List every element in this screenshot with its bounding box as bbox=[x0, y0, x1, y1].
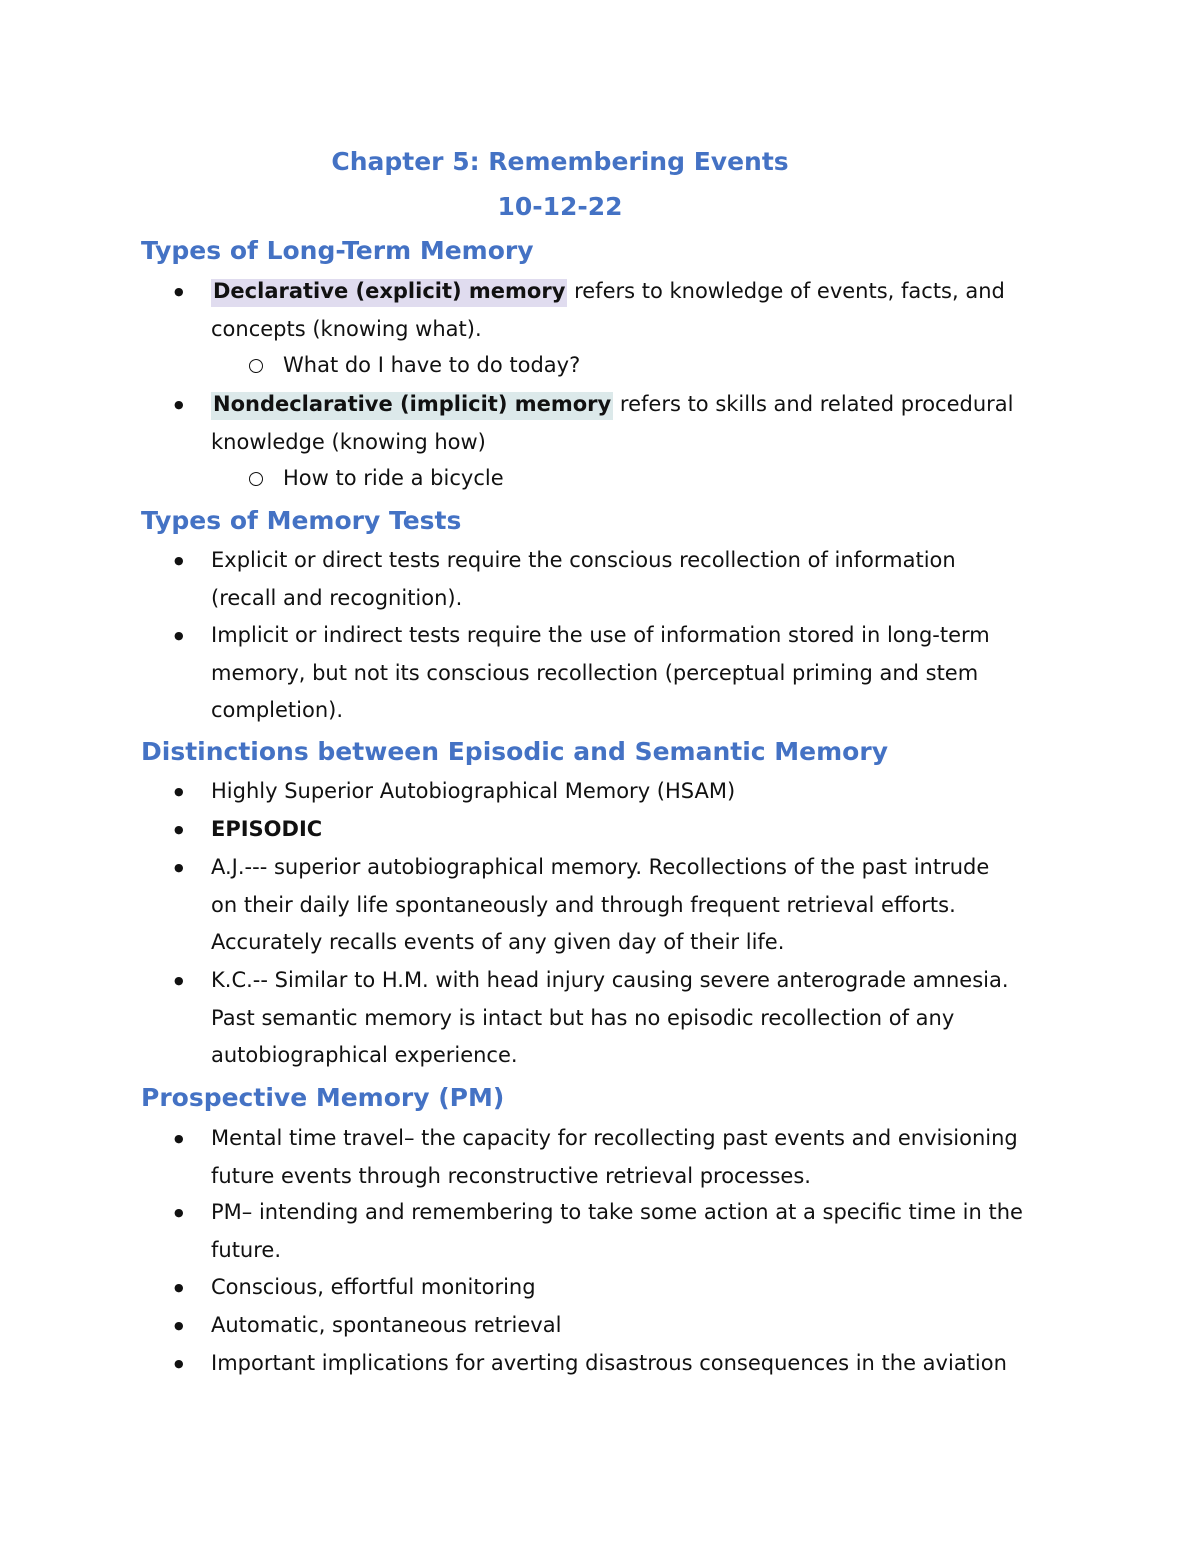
item-text: refers to knowledge of events, facts, and bbox=[574, 279, 1005, 303]
circle-bullet-icon bbox=[249, 472, 263, 486]
bullet-icon: ● bbox=[174, 1132, 184, 1145]
bullet-icon: ● bbox=[174, 785, 184, 798]
section-heading: Prospective Memory (PM) bbox=[141, 1083, 505, 1112]
list-item: ● Explicit or direct tests require the conscious recollection of information (recall and recognition). bbox=[211, 542, 1071, 617]
sub-item-text: How to ride a bicycle bbox=[283, 466, 504, 490]
list-item: ● PM– intending and remembering to take some action at a specific time in the future. bbox=[211, 1194, 1071, 1269]
sub-item-text: What do I have to do today? bbox=[283, 353, 581, 377]
list-item: ● Important implications for averting disastrous consequences in the aviation bbox=[211, 1345, 1071, 1383]
list-item: ● Mental time travel– the capacity for recollecting past events and envisioning future events through reconstructive retrieval processes. bbox=[211, 1120, 1071, 1195]
bullet-icon: ● bbox=[174, 285, 184, 298]
bullet-icon: ● bbox=[174, 861, 184, 874]
item-text: concepts (knowing what). bbox=[211, 316, 482, 341]
list-item bbox=[174, 273, 1071, 348]
item-text: refers to skills and related procedural bbox=[619, 392, 1014, 416]
bullet-icon: ● bbox=[174, 823, 184, 836]
sub-list-item bbox=[283, 460, 1043, 498]
page-date: 10-12-22 bbox=[497, 192, 623, 221]
bullet-icon: ● bbox=[174, 1357, 184, 1370]
highlighted-term: Nondeclarative (implicit) memory bbox=[211, 392, 613, 420]
bullet-icon: ● bbox=[174, 554, 184, 567]
bullet-icon: ● bbox=[174, 398, 184, 411]
bullet-icon: ● bbox=[174, 1206, 184, 1219]
sub-list-item bbox=[283, 347, 1043, 385]
circle-bullet-icon bbox=[249, 359, 263, 373]
highlighted-term: Declarative (explicit) memory bbox=[211, 279, 567, 307]
list-item: ● Automatic, spontaneous retrieval bbox=[211, 1307, 1071, 1345]
bullet-icon: ● bbox=[174, 1319, 184, 1332]
list-item: ● Conscious, effortful monitoring bbox=[211, 1269, 1071, 1307]
section-heading: Distinctions between Episodic and Semantic Memory bbox=[141, 737, 888, 766]
page-title: Chapter 5: Remembering Events bbox=[331, 147, 789, 176]
list-item bbox=[174, 386, 1071, 461]
list-item: ● Implicit or indirect tests require the use of information stored in long-term memory, but not its conscious recollection (perceptual priming and stem completion). bbox=[211, 617, 1071, 730]
bullet-icon: ● bbox=[174, 629, 184, 642]
list-item: ● K.C.-- Similar to H.M. with head injury causing severe anterograde amnesia. Past semantic memory is intact but has no episodic recollection of any autobiographical experience. bbox=[211, 962, 1071, 1075]
list-item: ● Highly Superior Autobiographical Memory (HSAM) bbox=[211, 773, 1071, 811]
section-heading: Types of Long-Term Memory bbox=[141, 236, 534, 265]
section-heading: Types of Memory Tests bbox=[141, 506, 462, 535]
list-item: ● EPISODIC bbox=[211, 811, 1071, 849]
bullet-icon: ● bbox=[174, 974, 184, 987]
bullet-icon: ● bbox=[174, 1281, 184, 1294]
list-item: ● A.J.--- superior autobiographical memory. Recollections of the past intrude on their daily life spontaneously and through frequent retrieval efforts. Accurately recalls events of any given day of their life. bbox=[211, 849, 1071, 962]
item-text: knowledge (knowing how) bbox=[211, 429, 486, 454]
